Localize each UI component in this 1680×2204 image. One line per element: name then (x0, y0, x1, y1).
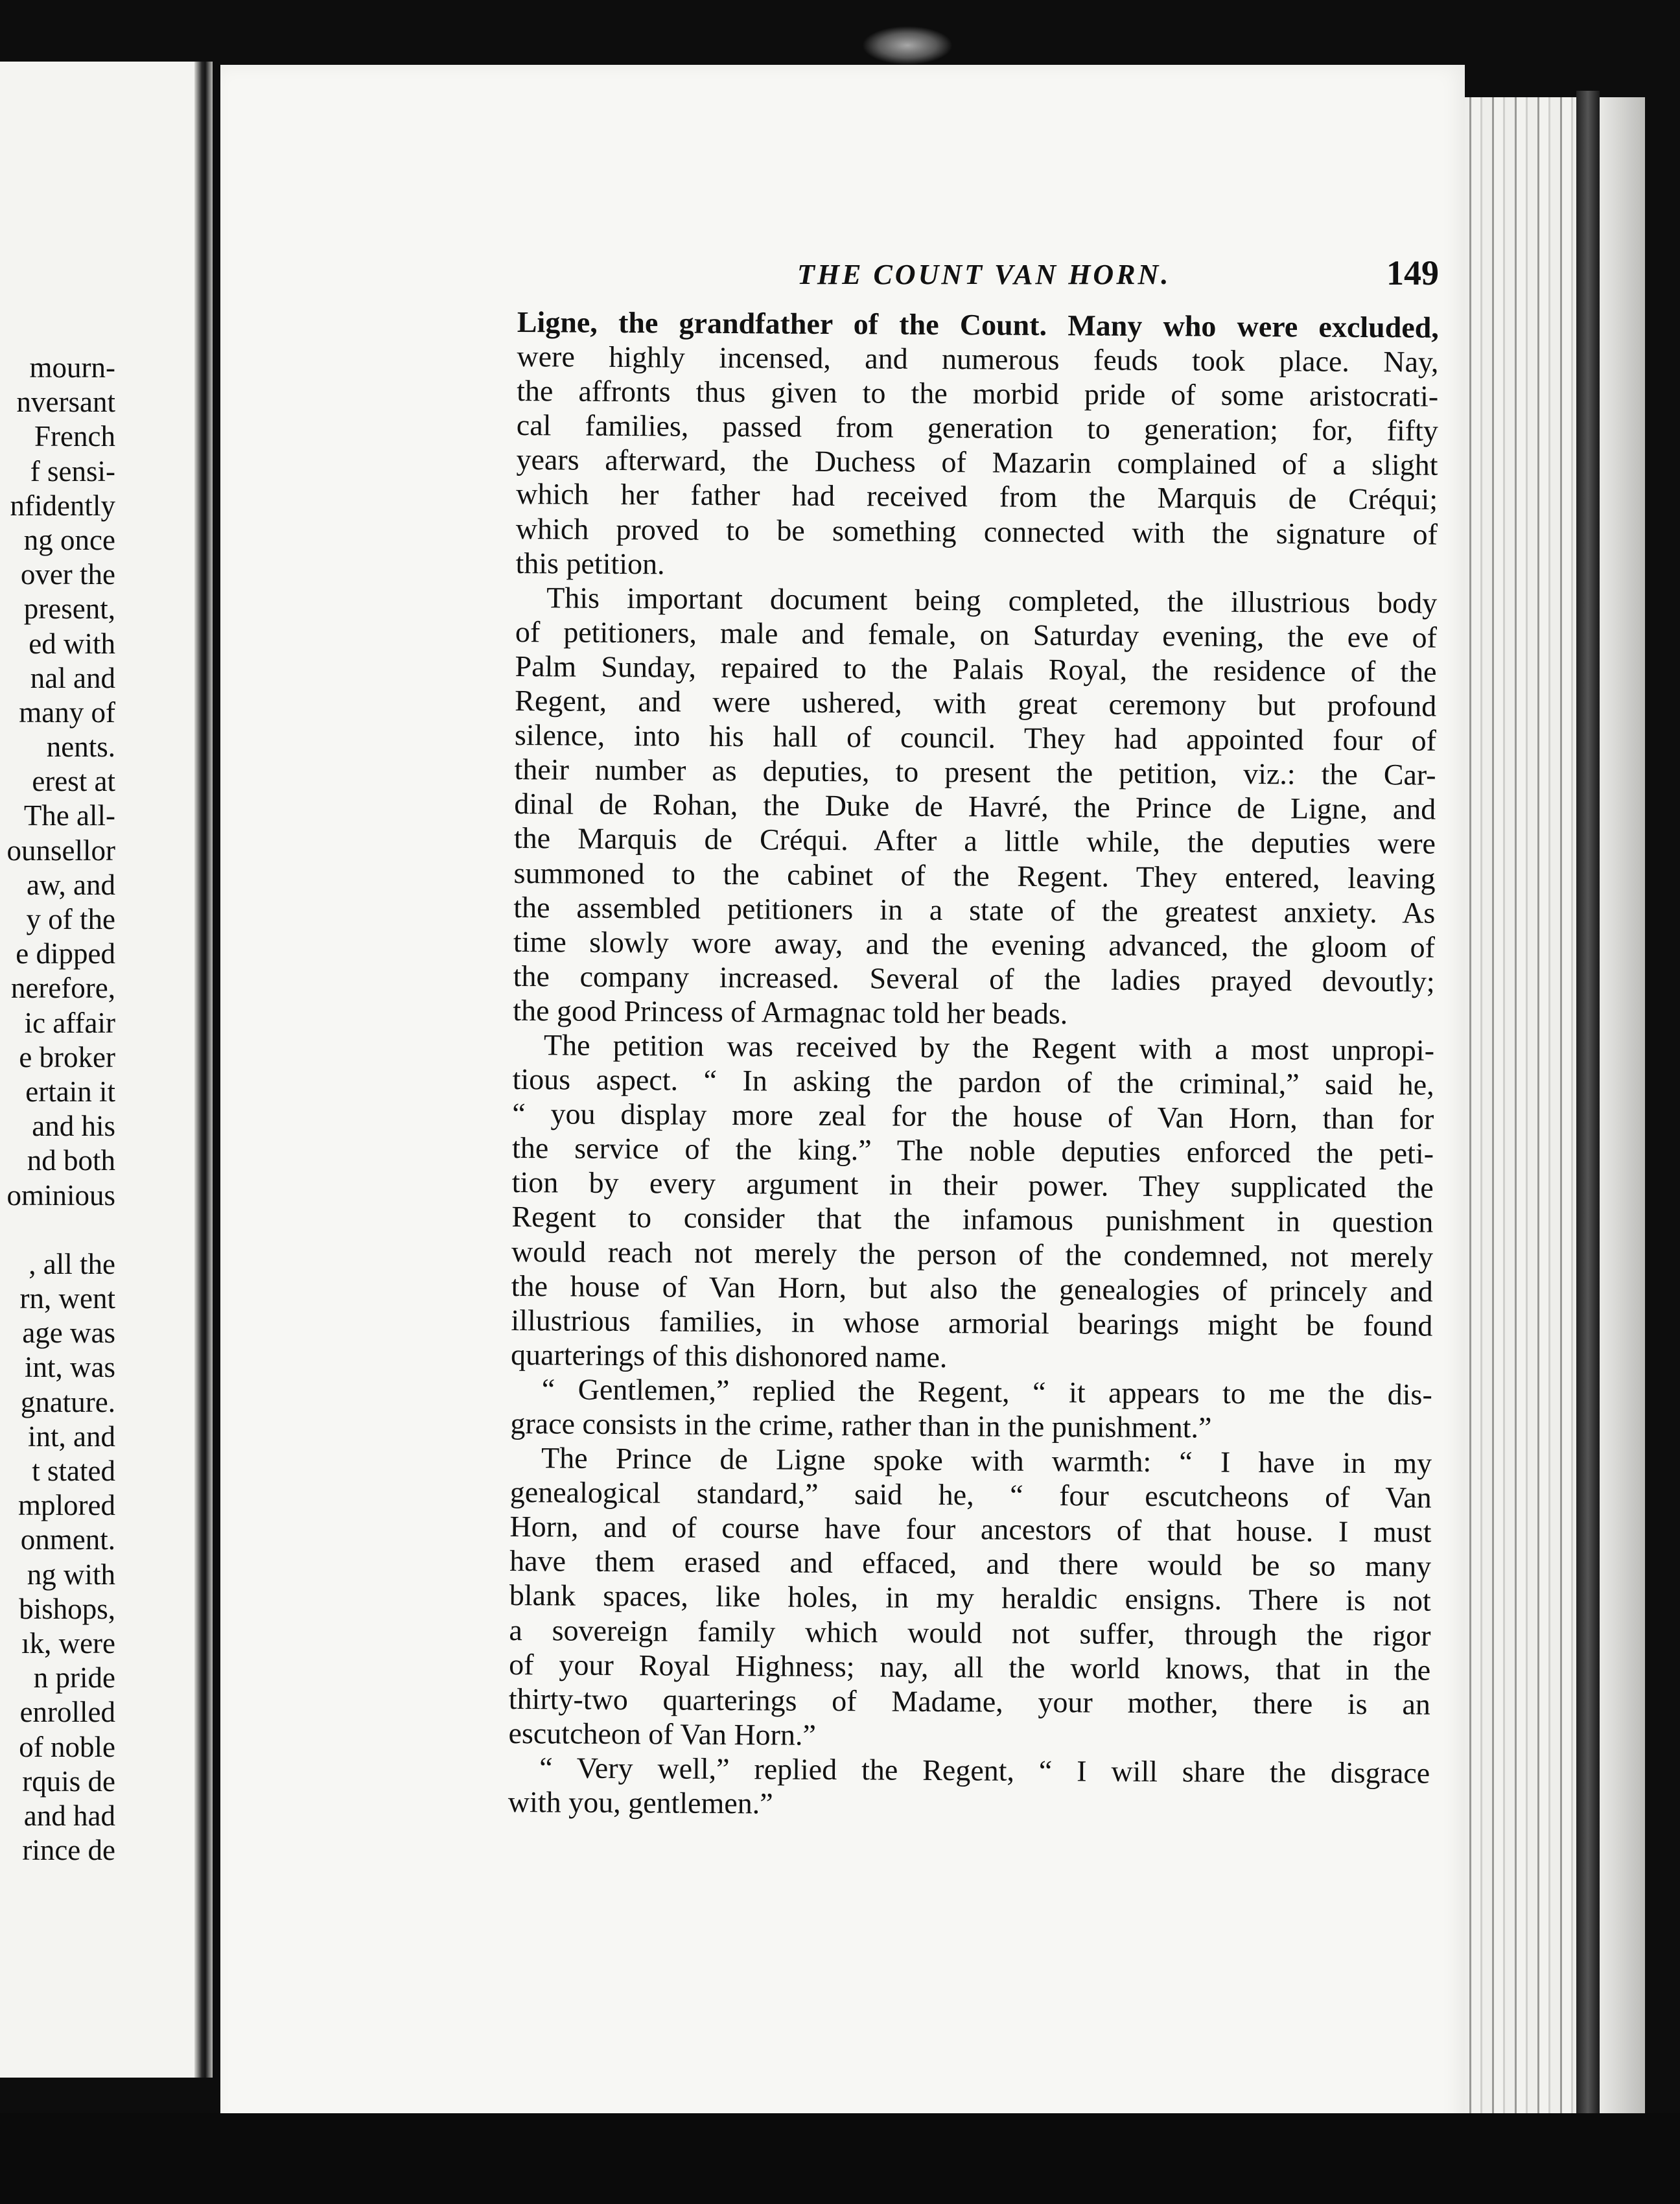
text-line: their number as deputies, to present the petition, viz.: the Car- (514, 753, 1436, 791)
text-line: The Prince de Ligne spoke with warmth: “ I have in my (541, 1441, 1432, 1480)
left-line-fragment: mourn- (29, 351, 115, 384)
left-line-fragment: nents. (46, 731, 115, 764)
left-line-fragment: aw, and (26, 868, 115, 901)
left-line-fragment: e broker (19, 1040, 115, 1073)
left-line-fragment: French (34, 420, 115, 453)
left-line-fragment: , all the (29, 1247, 115, 1280)
paragraph (515, 305, 1439, 585)
text-line: quarterings of this dishonored name. (510, 1337, 948, 1374)
left-line-fragment: ounsellor (6, 834, 115, 867)
left-line-fragment: over the (20, 558, 115, 591)
left-line-fragment: int, was (25, 1351, 115, 1384)
text-line: “ you display more zeal for the house of Van Horn, than for (512, 1097, 1434, 1136)
book-outer-edge (1600, 97, 1645, 2113)
left-line-fragment: ık, were (21, 1626, 115, 1659)
paragraph (508, 1440, 1432, 1756)
body-text (508, 305, 1439, 1825)
left-line-fragment: ominious (6, 1178, 115, 1212)
paragraph (508, 1750, 1430, 1825)
text-line: time slowly wore away, and the evening advanced, the gloom of (513, 924, 1436, 964)
left-line-fragment: bishops, (19, 1592, 115, 1625)
running-head: THE COUNT VAN HORN. (797, 259, 1171, 290)
left-line-fragment: ng once (23, 523, 115, 556)
text-line: Regent to consider that the infamous punishment in question (511, 1200, 1434, 1239)
text-line: the Marquis de Créqui. After a little while, the deputies were (513, 821, 1436, 861)
right-page (220, 65, 1465, 2133)
left-page-text (6, 351, 115, 1868)
text-line: tious aspect. “ In asking the pardon of the criminal,” said he, (512, 1062, 1434, 1101)
left-line-fragment: many of (19, 696, 115, 729)
left-line-fragment: rquis de (22, 1764, 115, 1798)
left-line-fragment: and had (23, 1799, 115, 1832)
text-line: with you, gentlemen.” (508, 1785, 773, 1820)
scan-smudge (862, 26, 953, 65)
left-line-fragment: nd both (27, 1144, 115, 1177)
text-line: the assembled petitioners in a state of the greatest anxiety. As (513, 890, 1436, 930)
paragraph (510, 1372, 1432, 1446)
left-line-fragment: erest at (32, 765, 115, 798)
text-line: The petition was received by the Regent with a most unpropi- (543, 1028, 1435, 1067)
paragraph (511, 1027, 1434, 1378)
text-line: the company increased. Several of the ladies prayed devoutly; (513, 959, 1435, 998)
text-line: Regent, and were ushered, with great ceremony but profound (515, 684, 1437, 723)
left-line-fragment: of noble (19, 1730, 115, 1763)
scan-background (0, 2113, 1680, 2204)
paragraph (513, 580, 1437, 1033)
text-line: silence, into his hall of council. They had appointed four of (514, 718, 1437, 757)
text-line: the service of the king.” The noble deputies enforced the peti- (511, 1131, 1434, 1170)
text-line: which proved to be something connected with the signature of (515, 511, 1438, 551)
left-line-fragment: ertain it (25, 1075, 115, 1108)
left-line-fragment: rn, went (19, 1282, 115, 1315)
left-line-fragment: age was (22, 1317, 115, 1350)
page-header (570, 253, 1439, 311)
text-line: dinal de Rohan, the Duke de Havré, the Prince de Ligne, and (514, 787, 1436, 826)
text-line: which her father had received from the Marquis de Créqui; (516, 477, 1438, 517)
text-line: cal families, passed from generation to generation; for, fifty (516, 408, 1438, 447)
left-line-fragment: nerefore, (10, 972, 115, 1005)
text-line: “ Very well,” replied the Regent, “ I will share the disgrace (539, 1751, 1430, 1790)
text-line: This important document being completed, the illustrious body (546, 581, 1438, 620)
left-line-fragment: ng with (27, 1558, 115, 1591)
left-line-fragment: gnature. (20, 1385, 115, 1418)
text-line: would reach not merely the person of the condemned, not merely (511, 1234, 1434, 1274)
text-line: were highly incensed, and numerous feuds took place. Nay, (517, 340, 1439, 379)
text-line: have them erased and effaced, and there would be so many (509, 1544, 1432, 1584)
page-number: 149 (1386, 253, 1439, 292)
text-line: Horn, and of course have four ancestors of that house. I must (509, 1510, 1432, 1549)
left-line-fragment: n pride (33, 1661, 115, 1694)
left-line-fragment (6, 1213, 115, 1247)
left-line-fragment: ic affair (24, 1006, 115, 1039)
left-line-fragment: and his (32, 1110, 115, 1143)
left-page (0, 62, 194, 2078)
text-line: Palm Sunday, repaired to the Palais Royal, the residence of the (515, 649, 1437, 688)
text-line: summoned to the cabinet of the Regent. They entered, leaving (513, 856, 1436, 895)
left-line-fragment: onment. (20, 1523, 115, 1556)
text-line: the affronts thus given to the morbid pride of some aristocrati- (517, 374, 1439, 413)
text-line: tion by every argument in their power. They supplicated the (511, 1166, 1434, 1205)
left-line-fragment: The all- (23, 799, 115, 832)
book-edge-shadow (1576, 91, 1600, 2126)
text-line: illustrious families, in whose armorial bearings might be found (511, 1303, 1433, 1342)
left-line-fragment: mplored (18, 1489, 115, 1522)
book-gutter (194, 62, 213, 2078)
left-line-fragment: rince de (22, 1834, 115, 1867)
text-line: the house of Van Horn, but also the genealogies of princely and (511, 1269, 1433, 1308)
text-line: of petitioners, male and female, on Saturday evening, the eve of (515, 615, 1438, 654)
text-line: of your Royal Highness; nay, all the world knows, that in the (509, 1647, 1431, 1687)
left-line-fragment: present, (23, 592, 115, 626)
text-line: grace consists in the crime, rather than in the punishment.” (510, 1406, 1212, 1444)
text-line: Ligne, the grandfather of the Count. Many who were excluded, (517, 305, 1439, 344)
text-line: a sovereign family which would not suffer, through the rigor (509, 1613, 1431, 1652)
left-line-fragment: e dipped (16, 937, 115, 970)
text-line: the good Princess of Armagnac told her beads. (513, 993, 1068, 1031)
left-line-fragment: enrolled (19, 1696, 115, 1729)
text-line: this petition. (515, 546, 665, 581)
text-line: years afterward, the Duchess of Mazarin complained of a slight (516, 443, 1438, 482)
left-line-fragment: f sensi- (30, 454, 115, 487)
left-line-fragment: t stated (32, 1455, 115, 1487)
text-line: “ Gentlemen,” replied the Regent, “ it appears to me the dis- (541, 1372, 1432, 1411)
left-line-fragment: nal and (30, 661, 115, 694)
text-line: escutcheon of Van Horn.” (508, 1716, 817, 1752)
text-line: thirty-two quarterings of Madame, your mother, there is an (508, 1682, 1430, 1721)
left-line-fragment: nversant (16, 386, 115, 419)
text-line: blank spaces, like holes, in my heraldic ensigns. There is not (509, 1578, 1431, 1618)
left-line-fragment: int, and (28, 1420, 115, 1453)
left-line-fragment: nfidently (10, 489, 115, 522)
text-line: genealogical standard,” said he, “ four escutcheons of Van (509, 1475, 1432, 1514)
left-line-fragment: y of the (26, 903, 115, 935)
left-line-fragment: ed with (29, 627, 115, 660)
